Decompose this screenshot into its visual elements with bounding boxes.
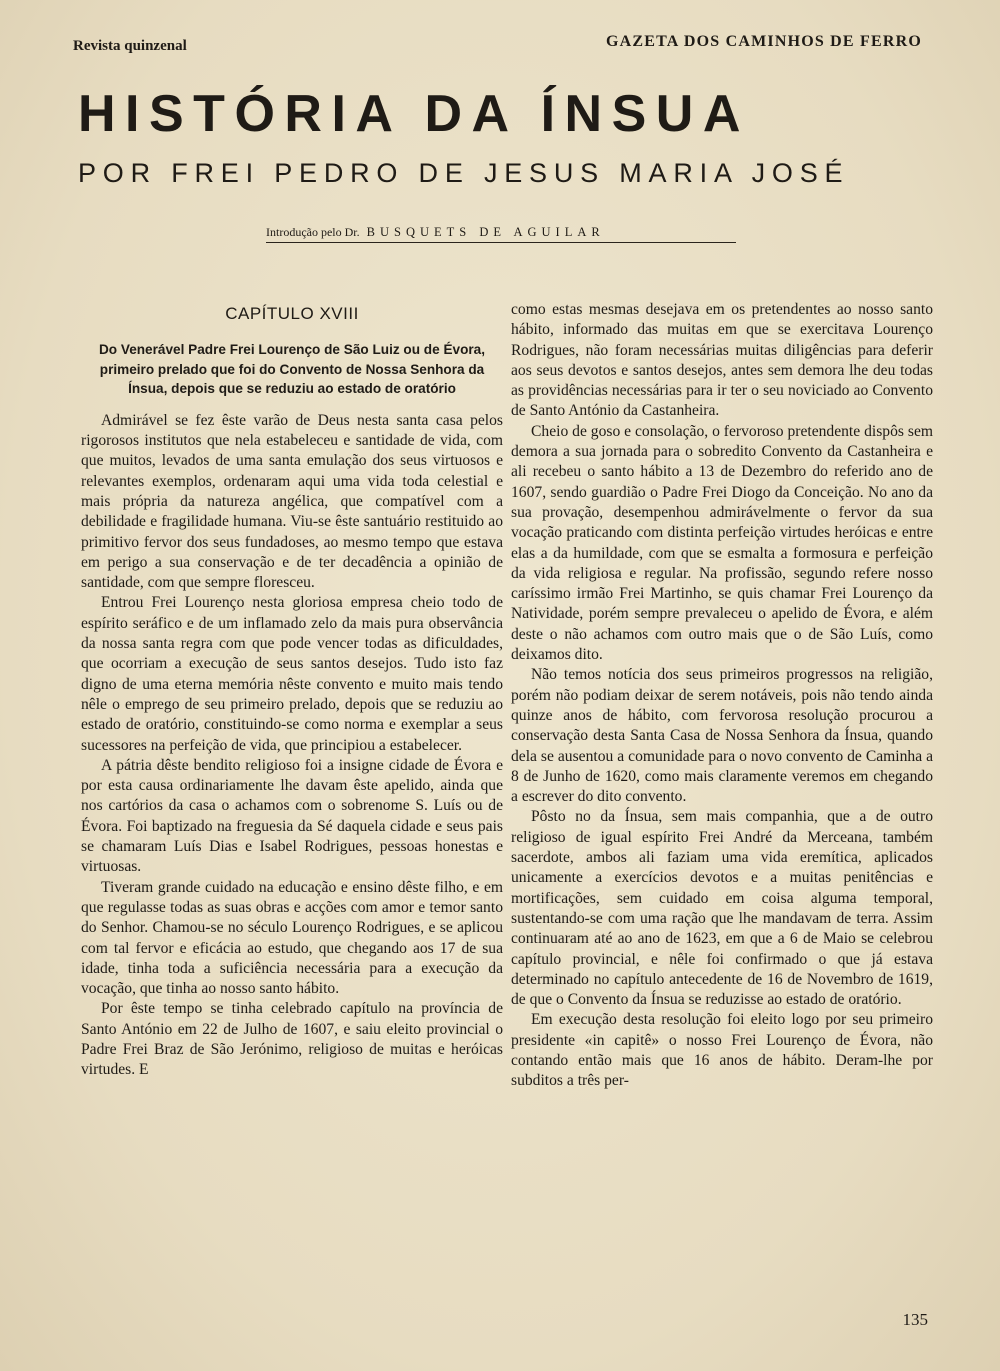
intro-author: BUSQUETS DE AGUILAR [366, 225, 605, 239]
paragraph: Por êste tempo se tinha celebrado capítulo na província de Santo António em 22 de Julho de 1607, e saiu eleito provincial o Padre Frei Braz de São Jerónimo, religioso de muitas e heróicas virtudes. E [81, 1000, 503, 1079]
paragraph: Tiveram grande cuidado na educação e ensino dêste filho, e em que regulasse todas as suas obras e acções com amor e temor santo do Senhor. Chamou-se no século Lourenço Rodrigues, e se aplicou com tal fervor e eficácia ao estudo, que chegando aos 17 de sua idade, tinha toda a suficiência necessária para a execução da vocação, que tinha ao nosso santo hábito. [81, 878, 503, 998]
chapter-subheading: Do Venerável Padre Frei Lourenço de São Luiz ou de Évora, primeiro prelado que foi do Convento de Nossa Senhora da Ínsua, depois que se reduziu ao estado de oratório [98, 342, 486, 397]
paragraph: Pôsto no da Ínsua, sem mais companhia, que a de outro religioso de igual espírito Frei André da Merceana, também sacerdote, ambos ali faziam uma vida eremítica, aplicados unicamente a exercícios devotos e a muitas penitências e mortificações, sem cuidado em coisa alguma temporal, sustentando-se com uma ração que lhe mandavam de terra. Assim continuaram até ao ano de 1623, em que a 6 de Maio se celebrou capítulo provincial, e nêle foi confirmado o que já estava determinado no capítulo antecedente de 16 de Novembro de 1619, de que o Convento da Ínsua se reduzisse ao estado de oratório. [511, 808, 933, 1009]
chapter-heading: CAPÍTULO XVIII [225, 304, 359, 323]
right-column [511, 300, 933, 1092]
running-header-right: GAZETA DOS CAMINHOS DE FERRO [605, 33, 922, 50]
paragraph-continuation: como estas mesmas desejava em os pretendentes ao nosso santo hábito, informado das muitas em que se exercitava Lourenço Rodrigues, não foram necessárias muitas diligências para deferir aos seus devotos e santos desejos, antes sem demora lhe deu todas as providências necessárias para ir ter o seu noviciado ao Convento de Santo António da Castanheira. [511, 301, 933, 420]
intro-prefix: Introdução pelo Dr. [266, 225, 360, 239]
paragraph: Em execução desta resolução foi eleito logo por seu primeiro presidente «in capitê» o nosso Frei Lourenço de Évora, não contando então mais que 16 anos de hábito. Deram-lhe por subditos a três per- [511, 1011, 933, 1090]
running-header-left: Revista quinzenal [73, 38, 187, 54]
paragraph: Não temos notícia dos seus primeiros progressos na religião, porém não podiam deixar de serem notáveis, pois não tendo ainda quinze anos de hábito, com fervorosa resolução procurou a conservação desta Santa Casa de Nossa Senhora da Ínsua, quando dela se ausentou a comunidade para o novo convento de Caminha a 8 de Junho de 1620, como mais claramente veremos em chegando a escrever do dito convento. [511, 666, 933, 806]
page-number: 135 [902, 1310, 928, 1329]
left-column [81, 300, 503, 1081]
article-title: HISTÓRIA DA ÍNSUA [78, 85, 750, 143]
paragraph: A pátria dêste bendito religioso foi a insigne cidade de Évora e por esta causa ordinariamente lhe davam êste apelido, ainda que nos cartórios da casa o achamos com o sobrenome S. Luís ou de Évora. Foi baptizado na freguesia da Sé daquela cidade e seus pais se chamaram Luís Dias e Isabel Rodrigues, pessoas honestas e virtuosas. [81, 756, 503, 876]
paragraph: Admirável se fez êste varão de Deus nesta santa casa pelos rigorosos institutos que nela estabeleceu e santidade de vida, com que muitos, levados de uma santa emulação dos seus virtuosos e relevantes exemplos, ordenaram aqui uma vida toda celestial e mais própria da natureza angélica, que compatível com a debilidade e fragilidade humana. Viu-se êste santuário restituido ao primitivo fervor dos seus fundadoses, ao mesmo tempo que estava em perigo a sua conservação e de ter decadência a opinião de santidade, com que sempre floresceu. [81, 411, 503, 592]
paragraph: Entrou Frei Lourenço nesta gloriosa empresa cheio todo de espírito seráfico e de um inflamado zelo da mais pura observância da nossa santa regra com que pode vencer todas as dificuldades, que ocorriam a execução de seus santos desejos. Tudo isto faz digno de uma eterna memória nêste convento e muito mais tendo nêle o emprego de seu primeiro prelado, depois que se reduziu ao estado de oratório, constituindo-se como norma e exemplar a seus sucessores na perfeição de vida, que principiou a estabelecer. [81, 594, 503, 754]
introduction-credit [266, 225, 736, 243]
paragraph: Cheio de goso e consolação, o fervoroso pretendente dispôs sem demora a sua jornada para o sobredito Convento da Castanheira e ali recebeu o santo hábito a 13 de Dezembro do referido ano de 1607, sendo guardião o Padre Frei Diogo da Conceição. No ano da sua provação, desempenhou admirávelmente o fervor da sua vocação praticando com distinta perfeição virtudes heróicas e entre elas a da humildade, com que se esmalta a formosura e perfeição da vida religiosa e regular. Na profissão, segundo refere nosso caríssimo irmão Frei Martinho, se quis chamar Frei Lourenço da Natividade, porém sempre prevaleceu o apelido de Évora, e além deste o não achamos com outro mais que o de São Luís, como deixamos dito. [511, 422, 933, 664]
article-subtitle: POR FREI PEDRO DE JESUS MARIA JOSÉ [78, 158, 850, 188]
